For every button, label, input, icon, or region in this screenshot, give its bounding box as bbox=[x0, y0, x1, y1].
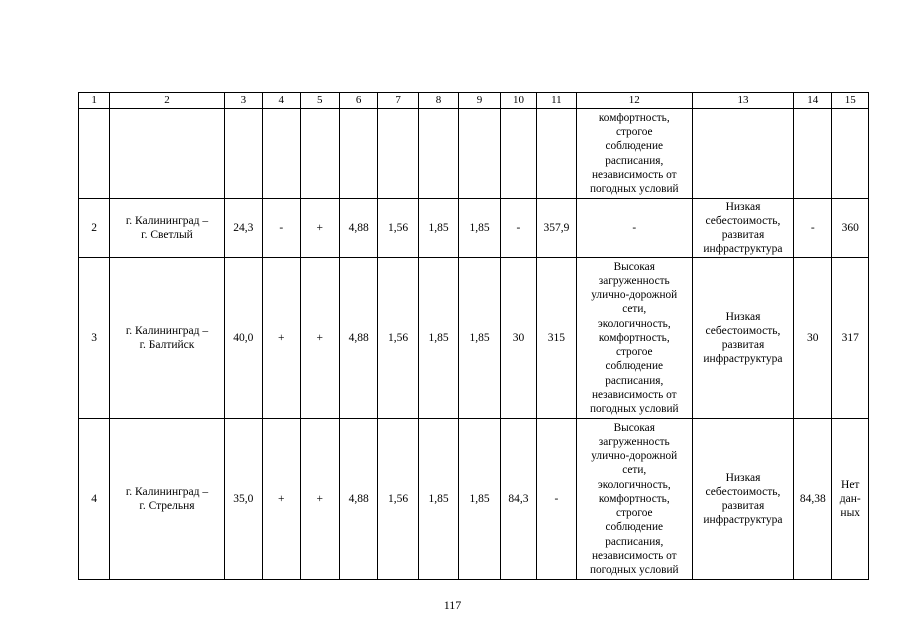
table-cell: + bbox=[263, 419, 300, 580]
row-number-cell: 2 bbox=[79, 199, 110, 258]
advantages-cell: Высокая загруженность улично-дорожной сети, экологичность, комфортность, строгое соблюдение расписания, независимость от погодных условий bbox=[576, 258, 692, 419]
table-cell: - bbox=[537, 419, 576, 580]
table-cell: - bbox=[500, 199, 536, 258]
column-number-row bbox=[79, 93, 869, 109]
table-cell bbox=[378, 109, 418, 199]
header-cell: 5 bbox=[300, 93, 339, 109]
table-cell bbox=[418, 109, 458, 199]
table-cell: 1,85 bbox=[459, 419, 500, 580]
table-cell: 1,85 bbox=[418, 419, 458, 580]
table-cell bbox=[224, 109, 262, 199]
notes-cell: Низкая себестоимость, развитая инфраструктура bbox=[692, 258, 793, 419]
header-cell: 3 bbox=[224, 93, 262, 109]
table-cell bbox=[263, 109, 300, 199]
table-cell bbox=[459, 109, 500, 199]
table-row bbox=[79, 258, 869, 419]
advantages-cell: - bbox=[576, 199, 692, 258]
table-cell: 1,85 bbox=[418, 258, 458, 419]
table-cell: 35,0 bbox=[224, 419, 262, 580]
table-cell: + bbox=[263, 258, 300, 419]
table-cell: 24,3 bbox=[224, 199, 262, 258]
table-cell: 4,88 bbox=[339, 419, 377, 580]
route-cell: г. Калининград – г. Светлый bbox=[110, 199, 224, 258]
table-cell bbox=[692, 109, 793, 199]
table-row bbox=[79, 419, 869, 580]
header-cell: 2 bbox=[110, 93, 224, 109]
header-cell: 7 bbox=[378, 93, 418, 109]
table-cell: 84,3 bbox=[500, 419, 536, 580]
table-cell: 30 bbox=[500, 258, 536, 419]
table-cell bbox=[832, 109, 869, 199]
table-cell: 1,85 bbox=[459, 199, 500, 258]
table-cell bbox=[500, 109, 536, 199]
table-cell: Нет дан- ных bbox=[832, 419, 869, 580]
row-number-cell: 3 bbox=[79, 258, 110, 419]
table-cell: 357,9 bbox=[537, 199, 576, 258]
header-cell: 12 bbox=[576, 93, 692, 109]
header-cell: 14 bbox=[794, 93, 832, 109]
table-cell bbox=[300, 109, 339, 199]
advantages-cell: комфортность, строгое соблюдение расписания, независимость от погодных условий bbox=[576, 109, 692, 199]
header-cell: 15 bbox=[832, 93, 869, 109]
header-cell: 9 bbox=[459, 93, 500, 109]
table-cell bbox=[794, 109, 832, 199]
table-cell: 4,88 bbox=[339, 258, 377, 419]
table-cell: 1,56 bbox=[378, 419, 418, 580]
header-cell: 1 bbox=[79, 93, 110, 109]
table-cell bbox=[537, 109, 576, 199]
row-number-cell: 4 bbox=[79, 419, 110, 580]
table-cell: + bbox=[300, 199, 339, 258]
table-cell: 1,85 bbox=[459, 258, 500, 419]
advantages-cell: Высокая загруженность улично-дорожной сети, экологичность, комфортность, строгое соблюдение расписания, независимость от погодных условий bbox=[576, 419, 692, 580]
notes-cell: Низкая себестоимость, развитая инфраструктура bbox=[692, 199, 793, 258]
table-cell: 1,56 bbox=[378, 258, 418, 419]
table-cell bbox=[110, 109, 224, 199]
table-cell bbox=[79, 109, 110, 199]
header-cell: 13 bbox=[692, 93, 793, 109]
header-cell: 11 bbox=[537, 93, 576, 109]
continued-row bbox=[79, 109, 869, 199]
table-cell: + bbox=[300, 419, 339, 580]
table-cell bbox=[339, 109, 377, 199]
notes-cell: Низкая себестоимость, развитая инфраструктура bbox=[692, 419, 793, 580]
table-cell: 84,38 bbox=[794, 419, 832, 580]
table-cell: - bbox=[263, 199, 300, 258]
table-cell: 315 bbox=[537, 258, 576, 419]
data-table bbox=[78, 92, 869, 580]
table-cell: 4,88 bbox=[339, 199, 377, 258]
header-cell: 8 bbox=[418, 93, 458, 109]
route-cell: г. Калининград – г. Стрельня bbox=[110, 419, 224, 580]
table-cell: 30 bbox=[794, 258, 832, 419]
route-cell: г. Калининград – г. Балтийск bbox=[110, 258, 224, 419]
header-cell: 10 bbox=[500, 93, 536, 109]
header-cell: 4 bbox=[263, 93, 300, 109]
header-cell: 6 bbox=[339, 93, 377, 109]
table-cell: 1,56 bbox=[378, 199, 418, 258]
table-cell: - bbox=[794, 199, 832, 258]
table-cell: 40,0 bbox=[224, 258, 262, 419]
page-number: 117 bbox=[443, 598, 462, 612]
table-row bbox=[79, 199, 869, 258]
table-cell: 1,85 bbox=[418, 199, 458, 258]
table-cell: + bbox=[300, 258, 339, 419]
table-cell: 317 bbox=[832, 258, 869, 419]
table-cell: 360 bbox=[832, 199, 869, 258]
